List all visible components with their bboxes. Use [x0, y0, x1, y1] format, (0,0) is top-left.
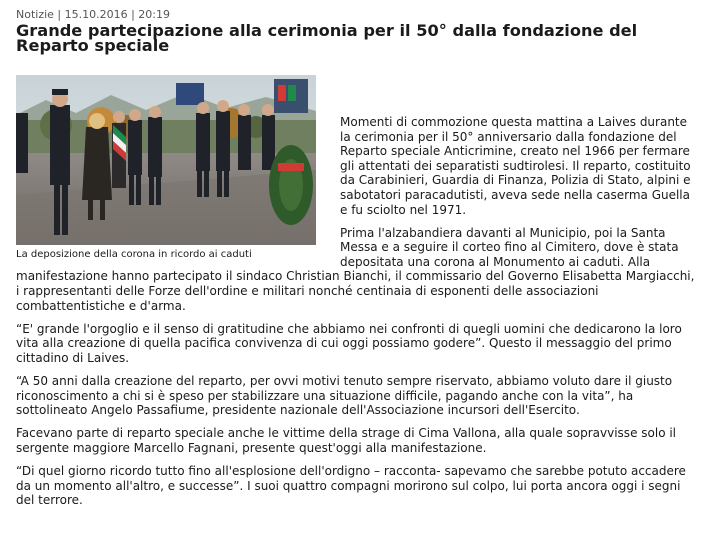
paragraph: Facevano parte di reparto speciale anche le vittime della strage di Cima Vallona, alla quale sopravvisse solo il sergente maggiore Marcello Fagnani, presente quest'oggi alla manifestazione. [16, 426, 677, 455]
article [16, 8, 700, 516]
paragraph: Prima l'alzabandiera davanti al Municipio, poi la Santa Messa e a seguire il corteo fino al Cimitero, dove è stata depositata una corona al Monumento ai caduti. Alla manifestazione hanno partecipato il sindaco Christian Bianchi, il commissario del Governo Elisabetta Margiacchi, i rappresentanti delle Forze dell'ordine e militari nonché centinaia di esponenti delle associazioni combattentistiche e d'arma. [16, 225, 695, 313]
image-caption: La deposizione della corona in ricordo ai caduti [16, 249, 252, 260]
paragraph: Momenti di commozione questa mattina a Laives durante la cerimonia per il 50° anniversario dalla fondazione del Reparto speciale Anticrimine, creato nel 1966 per fermare gli attentati dei separatisti sudtirolesi. Il reparto, costituito da Carabinieri, Guardia di Finanza, Polizia di Stato, alpini e sabotatori paracadutisti, aveva sede nella caserma Guella e fu sciolto nel 1971. [340, 115, 691, 217]
article-figure [16, 75, 316, 262]
article-meta: Notizie | 15.10.2016 | 20:19 [16, 8, 171, 21]
paragraph: “Di quel giorno ricordo tutto fino all'esplosione dell'ordigno – racconta- sapevamo che sarebbe potuto accadere da un momento all'altro, e successe”. I suoi quattro compagni morirono sul colpo, lui porta ancora oggi i segni del terrore. [16, 463, 686, 508]
paragraph: “A 50 anni dalla creazione del reparto, per ovvi motivi tenuto sempre riservato, abbiamo voluto dare il giusto riconoscimento a chi si è speso per stabilizzare una situazione difficile, pagando anche con la vita”, ha sottolineato Angelo Passafiume, presidente nazionale dell'Associazione incursori dell'Esercito. [16, 374, 673, 418]
ceremony-photo [16, 75, 316, 245]
paragraph: “E' grande l'orgoglio e il senso di gratitudine che abbiamo nei confronti di quegli uomini che dedicarono la loro vita alla creazione di quella pacifica convivenza di cui oggi possiamo godere”. Questo il messaggio del primo cittadino di Laives. [16, 321, 682, 365]
article-title: Grande partecipazione alla cerimonia per il 50° dalla fondazione del Reparto speciale [16, 21, 638, 55]
